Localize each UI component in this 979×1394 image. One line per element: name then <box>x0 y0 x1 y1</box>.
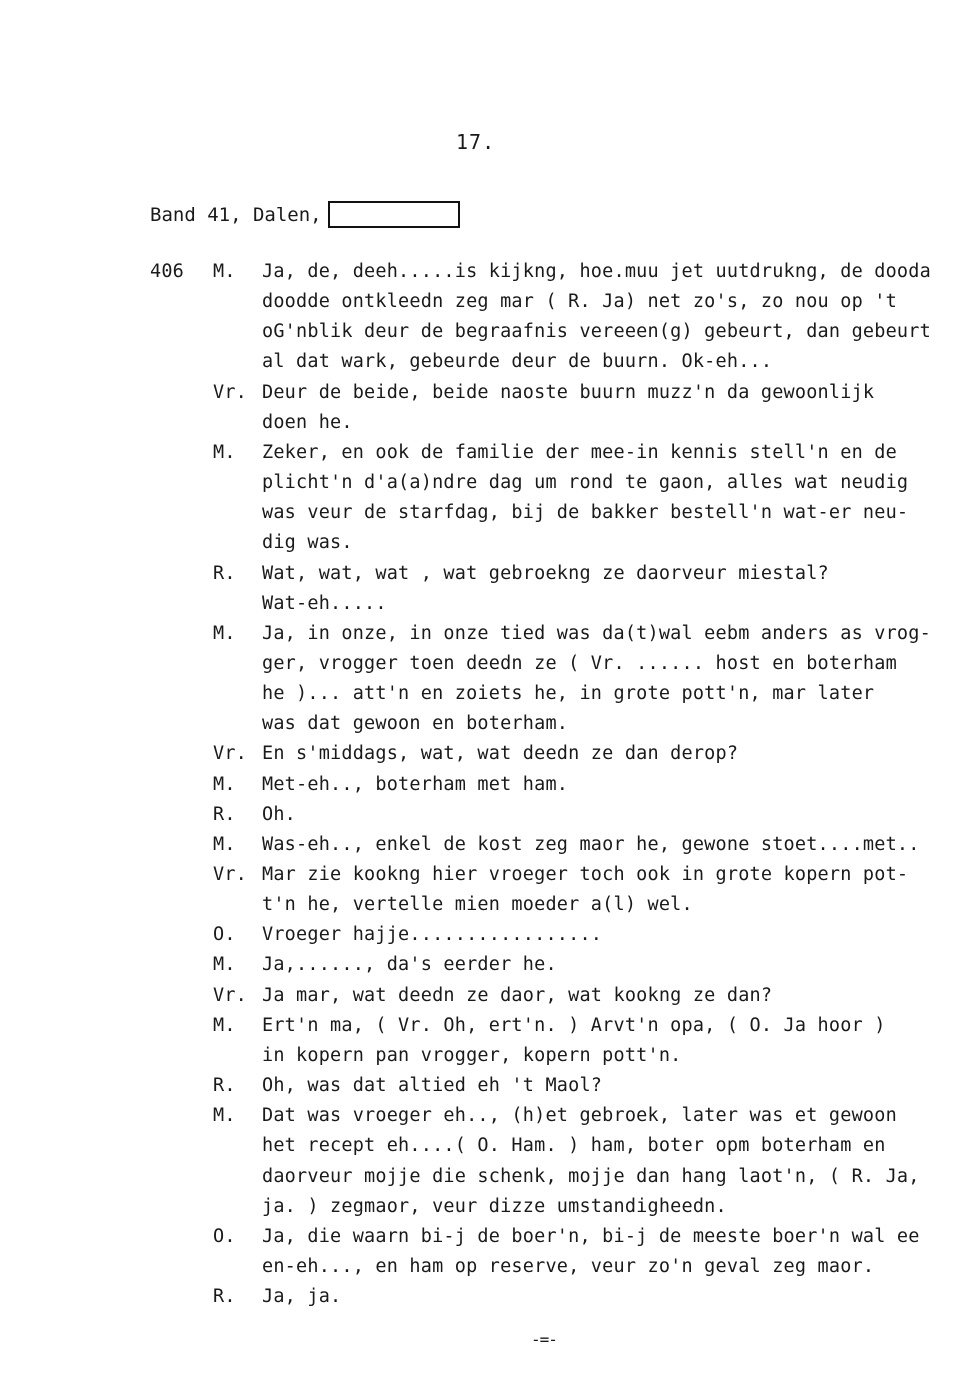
header-label: Band 41, Dalen, <box>150 203 322 226</box>
page-number: 17. <box>456 130 496 154</box>
transcript-line: Ja mar, wat deedn ze daor, wat kookng ze dan? <box>262 985 773 1006</box>
transcript-line: het recept eh....( O. Ham. ) ham, boter opm boterham en <box>262 1135 886 1156</box>
transcript-line: Met-eh.., boterham met ham. <box>262 774 569 795</box>
line-number: 406 <box>150 261 185 282</box>
speaker-label: Vr. <box>213 382 248 403</box>
transcript-line: Wat-eh..... <box>262 593 387 614</box>
speaker-label: M. <box>213 261 236 282</box>
transcript-line: Ja, in onze, in onze tied was da(t)wal eebm anders as vrog- <box>262 623 931 644</box>
document-header <box>150 201 460 228</box>
transcript-line: Vroeger hajje................. <box>262 924 603 945</box>
speaker-label: M. <box>213 1105 236 1126</box>
transcript-line: oG'nblik deur de begraafnis vereeen(g) gebeurt, dan gebeurt <box>262 321 931 342</box>
transcript-line: plicht'n d'a(a)ndre dag um rond te gaon, alles wat neudig <box>262 472 909 493</box>
speaker-label: Vr. <box>213 985 248 1006</box>
transcript-line: Deur de beide, beide naoste buurn muzz'n da gewoonlijk <box>262 382 875 403</box>
speaker-label: M. <box>213 442 236 463</box>
transcript-line: was dat gewoon en boterham. <box>262 713 569 734</box>
speaker-label: R. <box>213 563 236 584</box>
speaker-label: O. <box>213 924 236 945</box>
transcript-line: he )... att'n en zoiets he, in grote pott'n, mar later <box>262 683 875 704</box>
transcript-line: daorveur mojje die schenk, mojje dan hang laot'n, ( R. Ja, <box>262 1166 920 1187</box>
transcript-line: Ja, de, deeh.....is kijkng, hoe.muu jet uutdrukng, de dooda <box>262 261 931 282</box>
transcript-line: Ja, die waarn bi-j de boer'n, bi-j de meeste boer'n wal ee <box>262 1226 920 1247</box>
transcript-line: al dat wark, gebeurde deur de buurn. Ok-eh... <box>262 351 773 372</box>
footer-mark: -=- <box>531 1330 557 1349</box>
transcript-line: ger, vrogger toen deedn ze ( Vr. ...... host en boterham <box>262 653 897 674</box>
transcript-line: Was-eh.., enkel de kost zeg maor he, gewone stoet....met.. <box>262 834 920 855</box>
speaker-label: M. <box>213 1015 236 1036</box>
speaker-label: M. <box>213 774 236 795</box>
transcript-line: t'n he, vertelle mien moeder a(l) wel. <box>262 894 693 915</box>
speaker-label: R. <box>213 1075 236 1096</box>
transcript-line: Ert'n ma, ( Vr. Oh, ert'n. ) Arvt'n opa, ( O. Ja hoor ) <box>262 1015 886 1036</box>
transcript-line: doodde ontkleedn zeg mar ( R. Ja) net zo's, zo nou op 't <box>262 291 897 312</box>
transcript-line: en-eh..., en ham op reserve, veur zo'n geval zeg maor. <box>262 1256 875 1277</box>
speaker-label: M. <box>213 834 236 855</box>
transcript-line: Mar zie kookng hier vroeger toch ook in grote kopern pot- <box>262 864 909 885</box>
speaker-label: M. <box>213 623 236 644</box>
transcript-line: Wat, wat, wat , wat gebroekng ze daorveur miestal? <box>262 563 829 584</box>
redacted-box <box>328 201 460 228</box>
transcript-line: Ja, ja. <box>262 1286 342 1307</box>
transcript-line: in kopern pan vrogger, kopern pott'n. <box>262 1045 682 1066</box>
transcript-line: Dat was vroeger eh.., (h)et gebroek, later was et gewoon <box>262 1105 897 1126</box>
transcript-line: dig was. <box>262 532 353 553</box>
transcript-line: En s'middags, wat, wat deedn ze dan derop? <box>262 743 739 764</box>
speaker-label: R. <box>213 1286 236 1307</box>
transcript-line: ja. ) zegmaor, veur dizze umstandigheedn. <box>262 1196 727 1217</box>
transcript-line: Ja,......, da's eerder he. <box>262 954 557 975</box>
transcript-line: Oh, was dat altied eh 't Maol? <box>262 1075 603 1096</box>
speaker-label: Vr. <box>213 864 248 885</box>
speaker-label: Vr. <box>213 743 248 764</box>
transcript-line: doen he. <box>262 412 353 433</box>
speaker-label: M. <box>213 954 236 975</box>
transcript-line: Zeker, en ook de familie der mee-in kennis stell'n en de <box>262 442 897 463</box>
speaker-label: O. <box>213 1226 236 1247</box>
transcript-line: Oh. <box>262 804 297 825</box>
speaker-label: R. <box>213 804 236 825</box>
transcript-line: was veur de starfdag, bij de bakker bestell'n wat-er neu- <box>262 502 909 523</box>
